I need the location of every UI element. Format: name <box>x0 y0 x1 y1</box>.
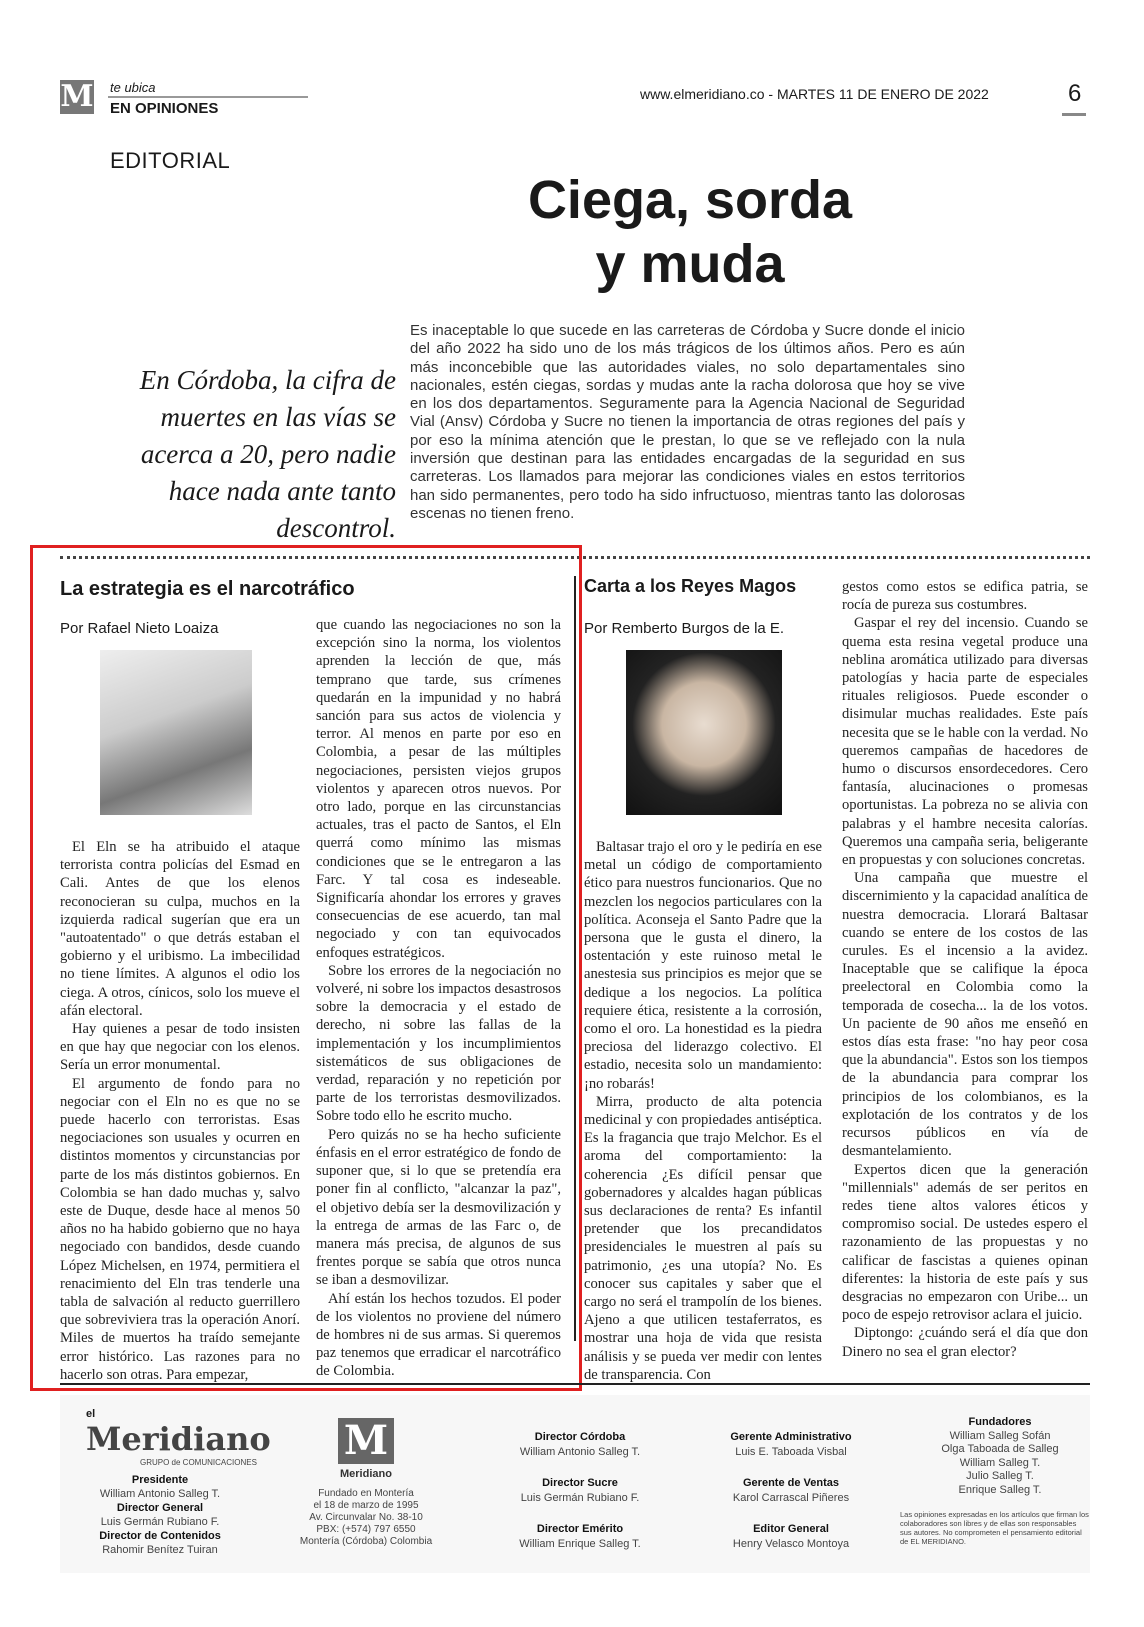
staff-block <box>500 1430 660 1552</box>
paragraph: Hay quienes a pesar de todo insisten en que hay que negociar con los elenos. Sería un error monumental. <box>60 1021 300 1074</box>
founded-text: el 18 de marzo de 1995 <box>313 1500 419 1511</box>
staff-name: Henry Velasco Montoya <box>732 1538 850 1550</box>
brand-subtitle: GRUPO de COMUNICACIONES <box>140 1458 257 1467</box>
staff-block <box>706 1430 876 1552</box>
page-number: 6 <box>1068 80 1082 107</box>
paragraph: El Eln se ha atribuido el ataque terrorista contra policías del Esmad en Cali. Antes de que los elenos reconocieran su culpa, muchos en la izquierda radical sugerían que era un "autoatentado" o que detrás estaban el gobierno y el uribismo. La imbecilidad no tiene límites. A algunos el odio los ciega. A otros, cínicos, solo los mueve el afán electoral. <box>60 839 300 1019</box>
footer-logo: M <box>338 1418 394 1464</box>
paragraph: Ahí están los hechos tozudos. El poder de los violentos no proviene del número de hombres ni de sus armas. Si queremos paz tenemos que erradicar el narcotráfico de Colombia. <box>316 1290 561 1380</box>
article-byline: Por Remberto Burgos de la E. <box>584 620 785 637</box>
editorial-label: EDITORIAL <box>110 148 231 173</box>
paragraph: Una campaña que muestre el discernimiento y la capacidad analítica de nuestra democracia. Llorará Baltasar cuando se entere de los costos de las curules. Es el incensio a la avidez. Inaceptable que se califique la época preelectoral en Colombia como la temporada de cosecha... la de los votos. Un paciente de 90 años me enseñó en estos días esta frase: "no hay peor cosa que la abundancia". Estos son los tiempos de la abundancia para comprar los principios de los colombianos, es la explotación de los contratos y de los recursos públicos en vía de desmantelamiento. <box>842 870 1088 1160</box>
section-name: EN OPINIONES <box>110 100 219 117</box>
paragraph: Baltasar trajo el oro y le pediría en ese metal un código de comportamiento ético para nuestros funcionarios. Que no mezclen los negocios particulares con la política. Aconseja el Santo Padre que la persona que le gusta el dinero, la ostentación y este ruinoso metal le anestesia sus principios es mejor que se dedique a los negocios. La política requiere ética, resistente a la corrosión, como el oro. La honestidad es la piedra preciosa del liderazgo colectivo. El estadio, necesita solo un mandamiento: ¡no robarás! <box>584 839 822 1092</box>
staff-name: Rahomir Benítez Tuiran <box>102 1544 218 1556</box>
staff-label: Director Emérito <box>536 1523 624 1535</box>
staff-label: Director Sucre <box>542 1477 618 1489</box>
pull-quote: En Córdoba, la cifra de muertes en las vías se acerca a 20, pero nadie hace nada ante tanto descontrol. <box>139 365 396 543</box>
paragraph: que cuando las negociaciones no son la excepción sino la norma, los violentos aprenden la lección de que, más temprano que tarde, sus crímenes quedarán en la impunidad y no habrá sanción para sus actos de violencia y terror. Al menos en parte por eso en Colombia, a pesar de las múltiples negociaciones, persisten viejos grupos violentos y aparecen otros nuevos. Por otro lado, porque en las circunstancias actuales, tras el pacto de Santos, el Eln querrá como mínimo las mismas condiciones que se le entregaron a las Farc. Y tal cosa es indeseable. Significaría ahondar los errores y graves consecuencias de ese acuerdo, tan mal negociado y con tan equivocados enfoques estratégicos. <box>316 617 561 961</box>
address-block <box>296 1488 436 1548</box>
staff-label: Presidente <box>131 1474 189 1486</box>
staff-block <box>70 1473 250 1557</box>
staff-label: Director Córdoba <box>534 1431 626 1443</box>
article-title: La estrategia es el narcotráfico <box>60 578 355 600</box>
section-tagline: te ubica <box>110 80 156 95</box>
headline-line: Ciega, sorda <box>527 170 853 230</box>
staff-name: Luis Germán Rubiano F. <box>520 1492 640 1504</box>
headline-line: y muda <box>595 234 785 294</box>
divider <box>108 96 308 98</box>
divider <box>1062 113 1086 116</box>
staff-name: Luis Germán Rubiano F. <box>100 1516 220 1528</box>
paragraph: El argumento de fondo para no negociar con el Eln no es que no se puede hacerlo con terroristas. Esas negociaciones son usuales y ocurren en distintos momentos y circunstancias por parte de los más distintos gobiernos. En Colombia se han dado muchas y, salvo este de Duque, desde hace al menos 50 años no ha habido gobierno que no haya negociado con bandidos, desde cuando López Michelsen, en 1974, permitiera el renacimiento del Eln tras tenderle una tabla de salvación al reducto guerrillero que sobreviviera tras la operación Anorí. Miles de muertos ha traído semejante error histórico. Las razones para no hacerlo son otras. Para empezar, <box>60 1075 300 1383</box>
founded-text: Fundado en Montería <box>318 1488 414 1499</box>
staff-label: Director General <box>116 1502 204 1514</box>
editorial-body: Es inaceptable lo que sucede en las carreteras de Córdoba y Sucre donde el inicio del año 2022 ha sido uno de los más trágicos de los últimos años. Pero es aún más inconcebible que las autoridades viales, no solo departamentales sino nacionales, estén ciegas, sordas y mudas ante la racha dolorosa que hoy se vive en los dos departamentos. Seguramente para la Agencia Nacional de Seguridad Vial (Ansv) Córdoba y Sucre no tienen la importancia de otras regiones del país y por eso la mínima atención que le prestan, lo que se ve reflejado con la nula inversión que destinan para las entidades encargadas de la seguridad en sus carreteras. Los llamados para mejorar las condiciones viales en estos territorios han sido permanentes, pero todo ha sido infructuoso, mientras tanto las dolorosas escenas no tienen freno. <box>410 322 965 522</box>
founder-name: Enrique Salleg T. <box>958 1483 1042 1496</box>
address-text: Av. Circunvalar No. 38-10 <box>309 1512 423 1523</box>
staff-label: Fundadores <box>968 1416 1032 1428</box>
author-photo <box>626 650 782 815</box>
founder-name: Julio Salleg T. <box>966 1470 1034 1482</box>
phone-text: PBX: (+574) 797 6550 <box>316 1524 416 1535</box>
paragraph: Sobre los errores de la negociación no volveré, ni sobre los impactos desastrosos sobre la democracia y el estado de derecho, ni sobre las fallas de la implementación y los incumplimientos sistemáticos de sus obligaciones de verdad, reparación y no repetición por parte de los terroristas desmovilizados. Sobre todo ello he escrito mucho. <box>316 962 561 1125</box>
disclaimer: Las opiniones expresadas en los artículos que firman los colaboradores son libres y de ellas son responsables sus autores. No comprometen el pensamiento editorial de EL MERIDIANO. <box>900 1510 1089 1546</box>
column-divider <box>574 576 576 1341</box>
article-title: Carta a los Reyes Magos <box>584 576 797 596</box>
founders-block <box>920 1416 1080 1497</box>
staff-label: Editor General <box>753 1523 829 1535</box>
founder-name: Olga Taboada de Salleg <box>941 1443 1059 1455</box>
city-text: Montería (Córdoba) Colombia <box>299 1536 433 1547</box>
founder-name: William Salleg T. <box>959 1456 1041 1469</box>
staff-label: Director de Contenidos <box>99 1530 221 1542</box>
founder-name: William Salleg Sofán <box>949 1429 1051 1442</box>
paragraph: Mirra, producto de alta potencia medicinal y con propiedades antiséptica. Es la fragancia que trajo Melchor. Es el aroma del comportamiento: la coherencia ¿Es difícil pensar que gobernadores y alcaldes hagan públicas sus declaraciones de renta? Es infantil pretender que los precandidatos presidenciales le muestren al país su patrimonio, ¿es una utopía? No. Es conocer sus capitales y saber que el cargo no será el trampolín de los bienes. Ajeno a que utilicen testaferratos, es mostrar una hoja de vida que resista análisis y se pueda ver medir con lentes de transparencia. Con <box>584 1093 822 1383</box>
article-column <box>584 838 822 1384</box>
paragraph: gestos como estos se edifica patria, se rocía de pureza sus costumbres. <box>842 579 1088 614</box>
paragraph: Expertos dicen que la generación "millennials" además de ser peritos en redes tiene altos valores éticos y compromiso social. De ustedes espero el razonamiento de las propuestas y no calificar de fascistas a quienes opinan diferentes: la historia de este país y sus desgracias no empezaron con Uribe... un poco de espejo retrovisor aclara el juicio. <box>842 1161 1088 1324</box>
brand-small: el <box>86 1408 96 1420</box>
footer-logo-name: Meridiano <box>340 1468 392 1480</box>
staff-name: Karol Carrascal Piñeres <box>732 1492 850 1504</box>
author-photo <box>100 650 252 815</box>
editorial-headline <box>470 168 910 296</box>
article-column <box>316 616 561 1381</box>
article-column <box>60 838 300 1384</box>
footer-divider <box>60 1383 1090 1385</box>
paragraph: Pero quizás no se ha hecho suficiente énfasis en el error estratégico de fondo de suponer que, si lo que se pretendía era poner fin al conflicto, "alcanzar la paz", el objetivo debía ser la desmovilización y la entrega de armas de las Farc o, de manera más precisa, de algunos de sus frentes porque se sabía que otros nunca se iban a desmovilizar. <box>316 1126 561 1289</box>
staff-name: William Enrique Salleg T. <box>519 1538 641 1550</box>
staff-name: Luis E. Taboada Visbal <box>735 1446 847 1458</box>
staff-label: Gerente Administrativo <box>730 1431 852 1443</box>
staff-label: Gerente de Ventas <box>743 1477 839 1489</box>
site-date: www.elmeridiano.co - MARTES 11 DE ENERO DE 2022 <box>640 86 989 102</box>
staff-name: William Antonio Salleg T. <box>519 1446 641 1458</box>
article-byline: Por Rafael Nieto Loaiza <box>60 620 219 637</box>
paragraph: Gaspar el rey del incensio. Cuando se quema esta resina vegetal produce una neblina aromática utilizado para diversas patologías y hacia parte de especiales rituales religiosos. Puede esconder o disimular muchas realidades. Este país necesita que se le hable con la verdad. No queremos campañas de hacedores de humo o discursos ensordecedores. Cero fantasía, alucinaciones o promesas oportunistas. La pobreza no se alivia con palabras y el hambre necesita calorías. Queremos una campaña seria, beligerante en propuestas y con soluciones concretas. <box>842 615 1088 869</box>
article-column <box>842 578 1088 1361</box>
newspaper-logo: M <box>60 79 94 114</box>
paragraph: Diptongo: ¿cuándo será el día que don Dinero no sea el gran elector? <box>842 1325 1088 1360</box>
brand-logo: Meridiano <box>86 1420 271 1458</box>
staff-name: William Antonio Salleg T. <box>99 1488 221 1500</box>
